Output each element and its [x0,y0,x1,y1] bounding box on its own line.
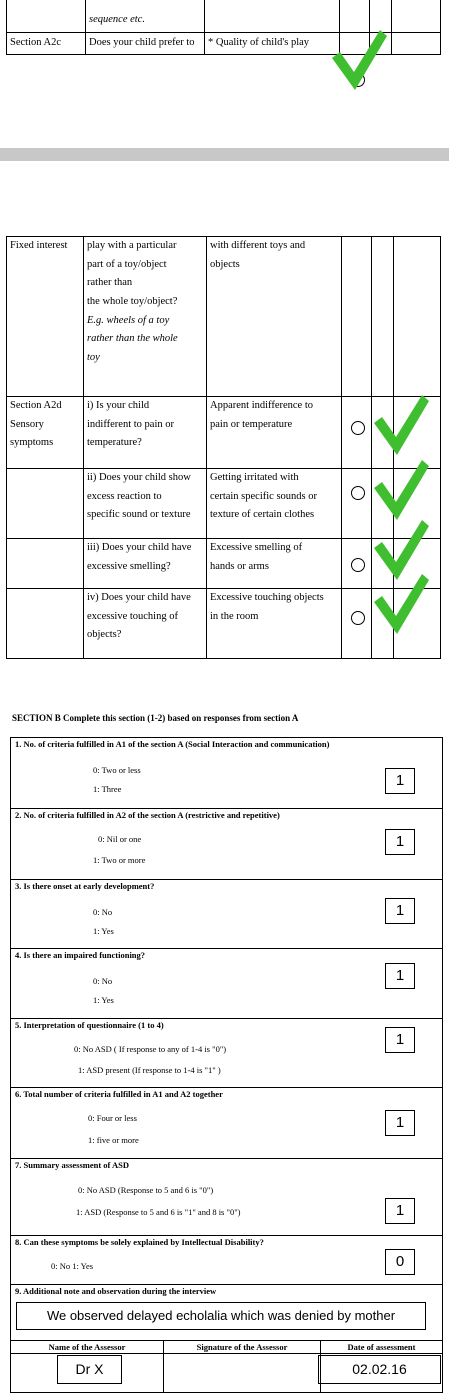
question-2 [10,808,443,879]
option-1: 1: Two or more [93,855,146,865]
options: 0: No 1: Yes [51,1261,94,1271]
option-0: 0: No [93,976,113,986]
question-7 [10,1158,443,1235]
option-0: 0: No ASD ( If response to any of 1-4 is "0") [74,1044,227,1054]
question-text: 5. Interpretation of questionnaire (1 to 4) [15,1020,164,1030]
description-text: Excessive touching objects in the room [207,589,342,659]
question-6 [10,1087,443,1158]
additional-note-field[interactable]: We observed delayed echolalia which was denied by mother [16,1302,426,1330]
description-text: Getting irritated with certain specific sounds or texture of certain clothes [207,469,342,539]
answer-box[interactable]: 1 [385,963,415,989]
description-text: with different toys and objects [207,237,342,397]
option-0: 0: No ASD (Response to 5 and 6 is "0") [78,1185,214,1195]
option-1: 1: ASD (Response to 5 and 6 is "1" and 8 is "0") [76,1207,241,1217]
option-1: 1: five or more [88,1135,139,1145]
question-text: play with a particular part of a toy/object rather than the whole toy/object? E.g. wheels of a toy rather than the whole toy [84,237,207,397]
checkmark-icon [372,572,430,638]
question-text: Does your child prefer to [86,33,205,55]
question-text: 1. No. of criteria fulfilled in A1 of the section A (Social Interaction and communication) [15,739,330,749]
question-text: 3. Is there onset at early development? [15,881,155,891]
description-text: Apparent indifference to pain or temperature [207,397,342,469]
date-label: Date of assessment [347,1342,416,1352]
question-3 [10,879,443,948]
option-1: 1: Yes [93,995,114,1005]
question-text: 2. No. of criteria fulfilled in A2 of the section A (restrictive and repetitive) [15,810,280,820]
answer-box[interactable]: 1 [385,898,415,924]
page-separator [0,148,449,161]
question-text: iv) Does your child have excessive touching of objects? [84,589,207,659]
assessment-date-field[interactable]: 02.02.16 [318,1355,441,1384]
description-text: Excessive smelling of hands or arms [207,539,342,589]
question-text: i) Is your child indifferent to pain or temperature? [84,397,207,469]
question-text: 8. Can these symptoms be solely explained by Intellectual Disability? [15,1237,264,1247]
checkmark-icon [372,393,430,459]
checkmark-icon [372,458,430,524]
signature-label: Signature of the Assessor [196,1342,288,1352]
description-text: * Quality of child's play [205,33,340,55]
name-label: Name of the Assessor [48,1342,126,1352]
question-8 [10,1235,443,1284]
cell [205,0,340,33]
answer-box[interactable]: 1 [385,1027,415,1053]
option-0: 0: Four or less [88,1113,137,1123]
checkmark-icon [330,28,388,94]
section-label: Section A2c [7,33,86,55]
cell [7,0,86,33]
question-text: ii) Does your child show excess reaction to specific sound or texture [84,469,207,539]
answer-box[interactable]: 1 [385,768,415,794]
option-1: 1: Three [93,784,122,794]
answer-box[interactable]: 1 [385,1198,415,1224]
question-text: 7. Summary assessment of ASD [15,1160,130,1170]
question-1 [10,737,443,808]
radio-circle[interactable] [351,558,365,572]
option-0: 0: Two or less [93,765,141,775]
option-1: 1: Yes [93,926,114,936]
cell: sequence etc. [86,0,205,33]
assessor-name-field[interactable]: Dr X [57,1355,122,1384]
question-5 [10,1018,443,1087]
section-label: Section A2d Sensory symptoms [7,397,84,469]
question-text: 9. Additional note and observation during the interview [15,1286,217,1296]
question-text: 4. Is there an impaired functioning? [15,950,146,960]
question-4 [10,948,443,1018]
section-b-title: SECTION B Complete this section (1-2) based on responses from section A [12,713,299,723]
answer-box[interactable]: 1 [385,1110,415,1136]
question-text: iii) Does your child have excessive smelling? [84,539,207,589]
question-text: 6. Total number of criteria fulfilled in A1 and A2 together [15,1089,223,1099]
radio-circle[interactable] [351,486,365,500]
option-0: 0: No [93,907,113,917]
radio-circle[interactable] [351,611,365,625]
option-1: 1: ASD present (If response to 1-4 is "1" ) [78,1065,221,1075]
answer-box[interactable]: 0 [385,1249,415,1275]
radio-circle[interactable] [351,421,365,435]
section-label: Fixed interest [7,237,84,397]
answer-box[interactable]: 1 [385,829,415,855]
option-0: 0: Nil or one [98,834,142,844]
